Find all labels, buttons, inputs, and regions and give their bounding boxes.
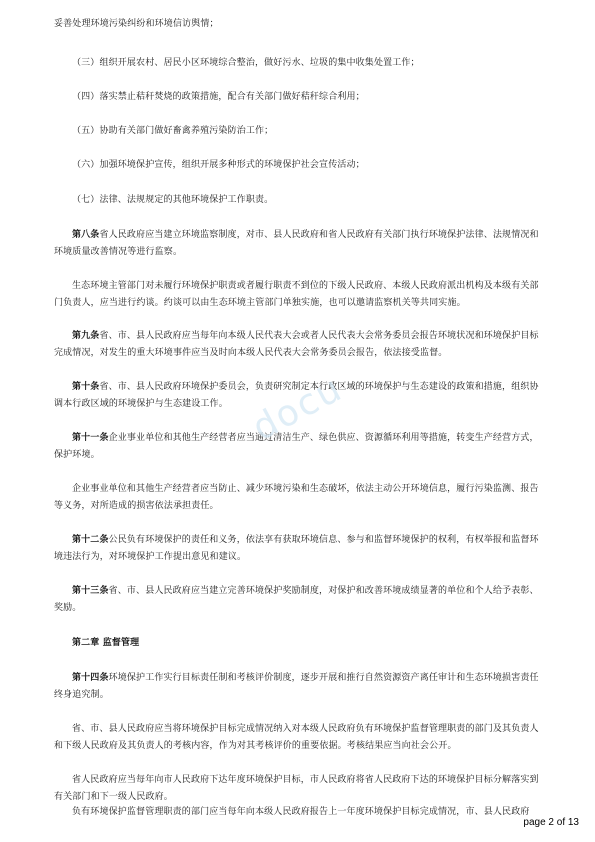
article-label: 第十一条 bbox=[72, 433, 109, 443]
paragraph: （三）组织开展农村、居民小区环境综合整治，做好污水、垃圾的集中收集处置工作； bbox=[72, 58, 420, 68]
paragraph: （四）落实禁止秸秆焚烧的政策措施，配合有关部门做好秸秆综合利用； bbox=[72, 92, 365, 102]
paragraph: （七）法律、法规规定的其他环境保护工作职责。 bbox=[72, 195, 274, 205]
watermark-logo: docu bbox=[245, 367, 350, 450]
article-8 bbox=[54, 227, 544, 261]
article-text: 环境保护工作实行目标责任制和考核评价制度，逐步开展和推行自然资源资产离任审计和生态环境损害责任终身追究制。 bbox=[54, 673, 539, 700]
paragraph: 省、市、县人民政府应当将环境保护目标完成情况纳入对本级人民政府负有环境保护监督管理职责的部门及其负责人和下级人民政府及其负责人的考核内容，作为对其考核评价的重要依据。考核结果应当向社会公开。 bbox=[54, 724, 539, 751]
paragraph: （五）协助有关部门做好畜禽养殖污染防治工作； bbox=[72, 126, 274, 136]
paragraph: 负有环境保护监督管理职责的部门应当每年向本级人民政府报告上一年度环境保护目标完成情况，市、县人民政府 bbox=[72, 807, 530, 817]
article-9 bbox=[54, 328, 544, 362]
article-label: 第八条 bbox=[72, 230, 100, 240]
article-text: 省、市、县人民政府环境保护委员会，负责研究制定本行政区域的环境保护与生态建设的政策和措施，组织协调本行政区域的环境保护与生态建设工作。 bbox=[54, 382, 539, 409]
article-label: 第十条 bbox=[72, 382, 100, 392]
article-text: 公民负有环境保护的责任和义务，依法享有获取环境信息、参与和监督环境保护的权利，有权举报和监督环境违法行为，对环境保护工作提出意见和建议。 bbox=[54, 535, 539, 562]
paragraph: 妥善处理环境污染纠纷和环境信访舆情； bbox=[54, 19, 219, 29]
paragraph: 生态环境主管部门对未履行环境保护职责或者履行职责不到位的下级人民政府、本级人民政府派出机构及本级有关部门负责人，应当进行约谈。约谈可以由生态环境主管部门单独实施，也可以邀请监察机关等共同实施。 bbox=[54, 281, 539, 308]
paragraph: 企业事业单位和其他生产经营者应当防止、减少环境污染和生态破坏，依法主动公开环境信息，履行污染监测、报告等义务，对所造成的损害依法承担责任。 bbox=[54, 484, 539, 511]
article-text: 省、市、县人民政府应当每年向本级人民代表大会或者人民代表大会常务委员会报告环境状况和环境保护目标完成情况，对发生的重大环境事件应当及时向本级人民代表大会常务委员会报告，依法接受监督。 bbox=[54, 331, 539, 358]
article-12 bbox=[54, 532, 544, 566]
article-label: 第十三条 bbox=[72, 586, 109, 596]
article-text: 省人民政府应当建立环境监察制度，对市、县人民政府和省人民政府有关部门执行环境保护法律、法规情况和环境质量改善情况等进行监察。 bbox=[54, 230, 539, 257]
page-number: page 2 of 13 bbox=[523, 817, 579, 828]
paragraph: （六）加强环境保护宣传，组织开展多种形式的环境保护社会宣传活动； bbox=[72, 160, 365, 170]
article-label: 第十二条 bbox=[72, 535, 109, 545]
article-text: 省、市、县人民政府应当建立完善环境保护奖励制度，对保护和改善环境成绩显著的单位和个人给予表彰、奖励。 bbox=[54, 586, 539, 613]
article-14 bbox=[54, 670, 544, 704]
chapter-heading: 第二章 监督管理 bbox=[72, 638, 140, 648]
article-13 bbox=[54, 583, 544, 617]
article-label: 第十四条 bbox=[72, 673, 109, 683]
paragraph: 省人民政府应当每年向市人民政府下达年度环境保护目标，市人民政府将省人民政府下达的环境保护目标分解落实到有关部门和下一级人民政府。 bbox=[54, 775, 539, 802]
article-11 bbox=[54, 430, 544, 464]
article-label: 第九条 bbox=[72, 331, 100, 341]
article-text: 企业事业单位和其他生产经营者应当通过清洁生产、绿色供应、资源循环利用等措施，转变生产经营方式，保护环境。 bbox=[54, 433, 539, 460]
